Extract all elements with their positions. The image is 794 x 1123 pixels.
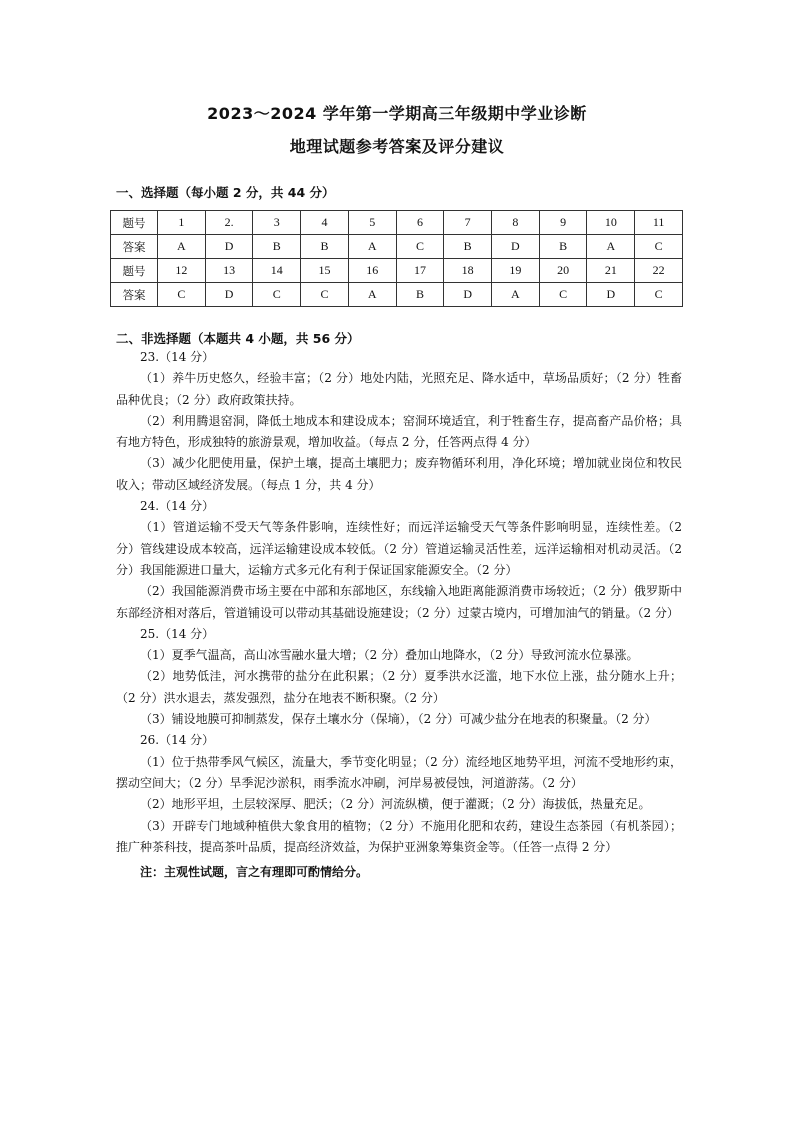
question-number: 11 bbox=[635, 211, 683, 235]
question-number: 6 bbox=[396, 211, 444, 235]
answer-cell: C bbox=[396, 235, 444, 259]
answer-cell: A bbox=[158, 235, 206, 259]
question-number: 1 bbox=[158, 211, 206, 235]
answer-cell: B bbox=[301, 235, 349, 259]
answer-paragraph: （2）利用腾退窑洞，降低土地成本和建设成本；窑洞环境适宜，利于牲畜生存，提高畜产品价格；具有地方特色，形成独特的旅游景观，增加收益。（每点 2 分，任答两点得 4 分） bbox=[116, 413, 682, 450]
table-row bbox=[111, 235, 683, 259]
answer-cell: C bbox=[635, 283, 683, 307]
row-label: 题号 bbox=[111, 259, 158, 283]
answer-paragraph: （1）管道运输不受天气等条件影响，连续性好；而远洋运输受天气等条件影响明显，连续性差。（2 分）管线建设成本较高，远洋运输建设成本较低。（2 分）管道运输灵活性差，远洋运输相对机动灵活。（2 分）我国能源进口量大，运输方式多元化有利于保证国家能源安全。（2 分） bbox=[116, 520, 682, 577]
answer-cell: A bbox=[587, 235, 635, 259]
answer-cell: D bbox=[205, 283, 253, 307]
answer-cell: A bbox=[492, 283, 540, 307]
grading-note: 注：主观性试题，言之有理即可酌情给分。 bbox=[140, 865, 369, 880]
answer-cell: D bbox=[492, 235, 540, 259]
answer-paragraph: （3）铺设地膜可抑制蒸发，保存土壤水分（保墒），（2 分）可减少盐分在地表的积聚量。（2 分） bbox=[140, 712, 657, 727]
answer-paragraph: （2）地形平坦，土层较深厚、肥沃；（2 分）河流纵横，便于灌溉；（2 分）海拔低，热量充足。 bbox=[140, 797, 651, 812]
table-row bbox=[111, 211, 683, 235]
question-number: 2. bbox=[205, 211, 253, 235]
answer-cell: D bbox=[205, 235, 253, 259]
row-label: 答案 bbox=[111, 283, 158, 307]
section-heading-choice: 一、选择题（每小题 2 分，共 44 分） bbox=[116, 185, 335, 200]
answer-paragraph: （3）减少化肥使用量，保护土壤，提高土壤肥力；废弃物循环利用，净化环境；增加就业岗位和牧民收入；带动区域经济发展。（每点 1 分，共 4 分） bbox=[116, 456, 682, 492]
document-title: 2023～2024 学年第一学期高三年级期中学业诊断 bbox=[207, 104, 587, 123]
row-label: 题号 bbox=[111, 211, 158, 235]
answer-cell: A bbox=[348, 235, 396, 259]
table-row bbox=[111, 259, 683, 283]
question-header-25: 25.（14 分） bbox=[140, 626, 215, 641]
answer-body bbox=[116, 347, 682, 883]
answer-cell: B bbox=[539, 235, 587, 259]
question-number: 19 bbox=[492, 259, 540, 283]
answer-paragraph: （2）地势低洼，河水携带的盐分在此积累；（2 分）夏季洪水泛滥，地下水位上涨，盐分随水上升；（2 分）洪水退去，蒸发强烈，盐分在地表不断积聚。（2 分） bbox=[116, 669, 682, 705]
question-number: 3 bbox=[253, 211, 301, 235]
question-number: 15 bbox=[301, 259, 349, 283]
question-number: 21 bbox=[587, 259, 635, 283]
question-number: 22 bbox=[635, 259, 683, 283]
answer-cell: A bbox=[348, 283, 396, 307]
question-number: 5 bbox=[348, 211, 396, 235]
answer-paragraph: （2）我国能源消费市场主要在中部和东部地区，东线输入地距离能源消费市场较近；（2 分）俄罗斯中东部经济相对落后，管道铺设可以带动其基础设施建设；（2 分）过蒙古境内，可增加油气的销量。（2 分） bbox=[116, 584, 682, 620]
question-number: 8 bbox=[492, 211, 540, 235]
question-number: 18 bbox=[444, 259, 492, 283]
answer-paragraph: （1）养牛历史悠久，经验丰富；（2 分）地处内陆，光照充足、降水适中，草场品质好；（2 分）牲畜品种优良；（2 分）政府政策扶持。 bbox=[116, 371, 682, 407]
question-number: 9 bbox=[539, 211, 587, 235]
answer-cell: C bbox=[253, 283, 301, 307]
answer-cell: C bbox=[301, 283, 349, 307]
question-number: 14 bbox=[253, 259, 301, 283]
answer-cell: D bbox=[444, 283, 492, 307]
question-number: 12 bbox=[158, 259, 206, 283]
question-number: 16 bbox=[348, 259, 396, 283]
row-label: 答案 bbox=[111, 235, 158, 259]
answer-cell: B bbox=[396, 283, 444, 307]
question-header-24: 24.（14 分） bbox=[140, 499, 215, 514]
question-number: 17 bbox=[396, 259, 444, 283]
question-number: 13 bbox=[205, 259, 253, 283]
answer-cell: D bbox=[587, 283, 635, 307]
answer-paragraph: （1）位于热带季风气候区，流量大，季节变化明显；（2 分）流经地区地势平坦，河流不受地形约束，摆动空间大；（2 分）旱季泥沙淤积，雨季流水冲刷，河岸易被侵蚀，河道游荡。（2 分） bbox=[116, 754, 682, 790]
question-number: 7 bbox=[444, 211, 492, 235]
section-heading-open: 二、非选择题（本题共 4 小题，共 56 分） bbox=[116, 331, 360, 346]
table-row bbox=[111, 283, 683, 307]
question-number: 10 bbox=[587, 211, 635, 235]
answer-cell: C bbox=[635, 235, 683, 259]
answer-cell: C bbox=[539, 283, 587, 307]
answer-cell: B bbox=[444, 235, 492, 259]
document-subtitle: 地理试题参考答案及评分建议 bbox=[289, 137, 505, 156]
answer-paragraph: （3）开辟专门地域种植供大象食用的植物；（2 分）不施用化肥和农药，建设生态茶园（有机茶园）；推广种茶科技，提高茶叶品质，提高经济效益，为保护亚洲象筹集资金等。（任答一点得 2 分） bbox=[116, 818, 682, 854]
answer-cell: C bbox=[158, 283, 206, 307]
question-number: 4 bbox=[301, 211, 349, 235]
question-number: 20 bbox=[539, 259, 587, 283]
answer-cell: B bbox=[253, 235, 301, 259]
question-header-26: 26.（14 分） bbox=[140, 733, 215, 748]
answer-table bbox=[110, 210, 683, 307]
answer-paragraph: （1）夏季气温高，高山冰雪融水量大增；（2 分）叠加山地降水，（2 分）导致河流水位暴涨。 bbox=[140, 648, 639, 663]
question-header-23: 23.（14 分） bbox=[140, 350, 215, 364]
